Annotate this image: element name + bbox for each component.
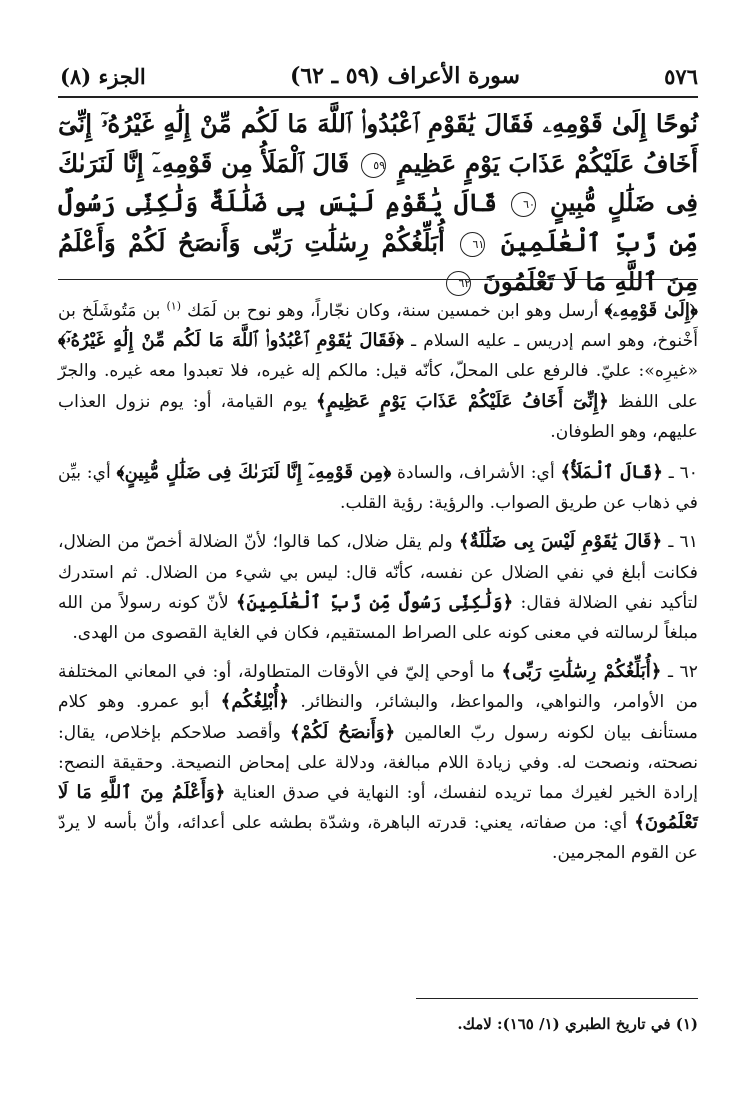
quran-quote: ﴿فَقَالَ يَٰقَوْمِ ٱعْبُدُوا۟ ٱللَّهَ مَا لَكُم مِّنْ إِلَٰهٍ غَيْرُهُۥٓ﴾ bbox=[58, 330, 405, 352]
ayah-marker: ٦٢ bbox=[446, 271, 471, 296]
quran-quote: ﴿وَأَعْلَمُ مِنَ ٱللَّهِ مَا لَا تَعْلَمُونَ﴾ bbox=[58, 782, 698, 834]
commentary-text: «غيرِه»: عليّ. فالرفع على المحلّ، كأنّه قيل: مالكم إله غيره، فلا تعبدوا معه غيره. والجرّ على اللفظ bbox=[58, 361, 698, 412]
verse-text: قَالَ ٱلْمَلَأُ مِن قَوْمِهِۦٓ إِنَّا لَنَرَىٰكَ فِى ضَلَٰلٍ مُّبِينٍ bbox=[58, 148, 699, 217]
verse-text: نُوحًا إِلَىٰ قَوْمِهِۦ فَقَالَ يَٰقَوْمِ ٱعْبُدُوا۟ ٱللَّهَ مَا لَكُم مِّنْ إِلَٰهٍ غَيْرُهُۥٓ إِنِّىٓ أَخَافُ عَلَيْكُمْ عَذَابَ يَوْمٍ عَظِيمٍ bbox=[58, 109, 698, 178]
quran-quote: ﴿قَالَ يَٰقَوْمِ لَيْسَ بِى ضَلَٰلَةٌ﴾ bbox=[458, 531, 663, 553]
quran-quote: ﴿وَأَنصَحُ لَكُمْ﴾ bbox=[289, 721, 396, 743]
commentary-paragraph-60 bbox=[58, 458, 698, 518]
quran-quote: ﴿مِن قَوْمِهِۦٓ إِنَّا لَنَرَىٰكَ فِى ضَلَٰلٍ مُّبِينٍ﴾ bbox=[116, 462, 392, 484]
commentary-paragraph-59 bbox=[58, 296, 698, 447]
quran-quote: ﴿إِلَىٰ قَوْمِهِۦ﴾ bbox=[604, 300, 698, 321]
commentary-text: ما أوحي إليّ في الأوقات المتطاولة، أو: في المعاني المختلفة من الأوامر، والنواهي، والمواعظ، والبشائر، والنظائر. bbox=[58, 662, 698, 713]
ayah-marker: ٥٩ bbox=[361, 153, 386, 178]
quran-quote: ﴿إِنِّىٓ أَخَافُ عَلَيْكُمْ عَذَابَ يَوْمٍ عَظِيمٍ﴾ bbox=[316, 390, 609, 412]
header-divider bbox=[58, 96, 698, 98]
verses-divider bbox=[58, 279, 698, 280]
commentary-text: يوم القيامة، أو: يوم نزول العذاب عليهم، وهو الطوفان. bbox=[58, 391, 698, 442]
quran-verses bbox=[58, 104, 699, 296]
commentary-text: أبو عمرو. وهو كلام مستأنف بيان لكونه رسول ربّ العالمين bbox=[58, 692, 699, 743]
verse-number: ٦١ ـ bbox=[662, 532, 699, 553]
page-header bbox=[60, 58, 698, 94]
verse-number: ٦٢ ـ bbox=[661, 662, 698, 683]
verse-text: قَالَ يَٰقَوْمِ لَيْسَ بِى ضَلَٰلَةٌ وَلَٰكِنِّى رَسُولٌ مِّن رَّبِّ ٱلْعَٰلَمِينَ bbox=[58, 188, 699, 257]
commentary-text: وأقصد صلاحكم بإخلاص، يقال: نصحته، ونصحت له. وفي زيادة اللام مبالغة، ودلالة على إمحاض النصيحة. وحقيقة النصح: إرادة الخير لغيرك مما تريده لنفسك، أو: النهاية في صدق العناية bbox=[58, 722, 698, 804]
commentary-text: أي: من صفاته، يعني: قدرته الباهرة، وشدّة بطشه على أعدائه، وأنّ بأسه لا يردّ عن القوم المجرمين. bbox=[58, 813, 698, 864]
page-number: ٥٧٦ bbox=[664, 63, 698, 89]
commentary-paragraph-61 bbox=[58, 527, 698, 648]
footnote-divider bbox=[416, 998, 698, 999]
quran-quote: ﴿أُبَلِّغُكُمْ رِسَٰلَٰتِ رَبِّى﴾ bbox=[501, 661, 662, 683]
ayah-marker: ٦٠ bbox=[511, 192, 536, 217]
commentary-text: بن مَتُوشَلَخ بن أَخْنوخ، وهو اسم إدريس ـ عليه السلام ـ bbox=[58, 301, 698, 352]
commentary-text: لأنّ كونه رسولاً من الله مبلغاً لرسالته في معنى كونه على الصراط المستقيم، فكان في الغاية القصوى من الهدى. bbox=[58, 592, 698, 644]
quran-quote: ﴿أُبْلِغُكُم﴾ bbox=[220, 691, 290, 713]
footnote-reference[interactable]: (١) bbox=[166, 299, 181, 313]
juz-label: الجزء (٨) bbox=[60, 63, 146, 89]
commentary-paragraph-62 bbox=[58, 657, 698, 868]
quran-quote: ﴿وَلَٰكِنِّى رَسُولٌ مِّن رَّبِّ ٱلْعَٰلَمِينَ﴾ bbox=[236, 591, 514, 613]
quran-quote: ﴿قَالَ ٱلْمَلَأُ﴾ bbox=[560, 462, 664, 484]
surah-title: سورة الأعراف (٥٩ ـ ٦٢) bbox=[289, 63, 520, 89]
footnote: (١) في تاريخ الطبري (١/ ١٦٥): لامك. bbox=[457, 1015, 698, 1033]
commentary-body bbox=[58, 296, 698, 878]
verse-number: ٦٠ ـ bbox=[663, 463, 699, 484]
ayah-marker: ٦١ bbox=[460, 232, 485, 257]
verse-text: أُبَلِّغُكُمْ رِسَٰلَٰتِ رَبِّى وَأَنصَحُ لَكُمْ وَأَعْلَمُ مِنَ ٱللَّهِ مَا لَا تَعْلَمُونَ bbox=[58, 227, 698, 296]
commentary-text: أرسل وهو ابن خمسين سنة، وكان نجّاراً، وهو نوح بن لَمَك bbox=[181, 301, 605, 321]
commentary-text: أي: الأشراف، والسادة bbox=[391, 463, 561, 484]
commentary-text: ولم يقل ضلال، كما قالوا؛ لأنّ الضلالة أخصّ من الضلال، فكانت أبلغ في نفي الضلال عن نفسه، كأنّه قال: ليس بي شيء من الضلال. ثم استدرك لتأكيد نفي الضلالة فقال: bbox=[58, 532, 698, 613]
commentary-text: أي: بيِّن في ذهاب عن طريق الصواب. والرؤية: رؤية القلب. bbox=[58, 463, 698, 514]
